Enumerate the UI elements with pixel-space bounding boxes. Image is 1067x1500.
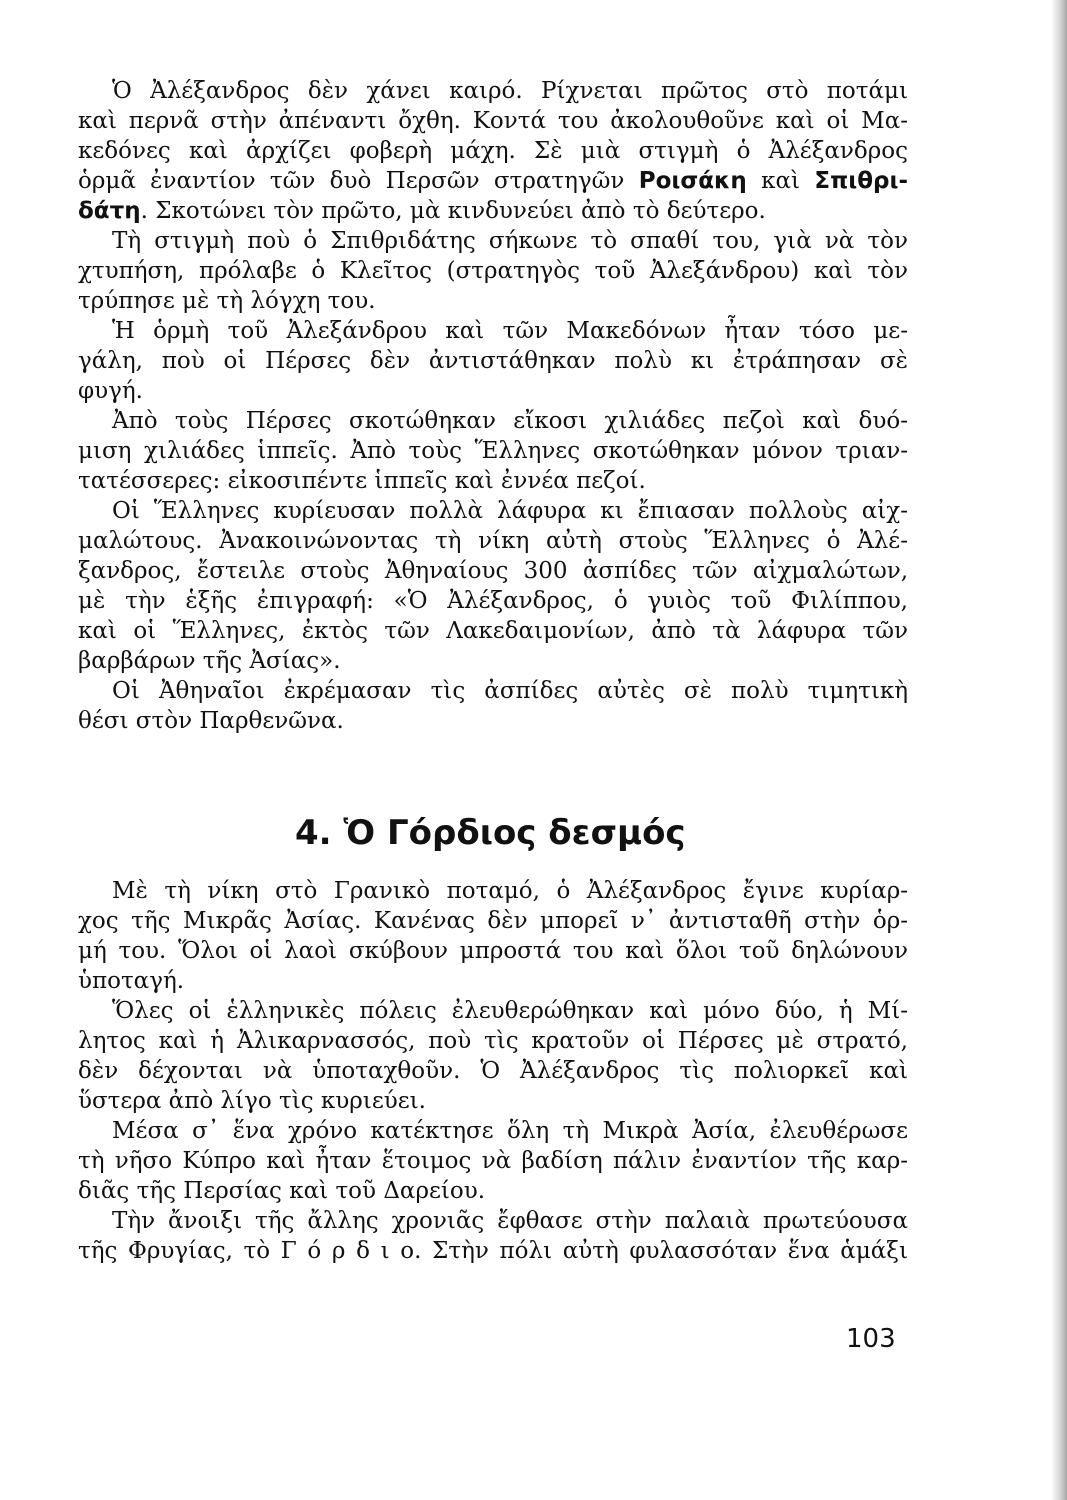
page-edge-shadow [1051,0,1067,1500]
text-segment: καὶ [761,168,801,194]
paragraph [78,996,908,1116]
text-line: θέσι στὸν Παρθενῶνα. [78,708,344,734]
text-line: Μὲ τὴ νίκη στὸ Γρανικὸ ποταμό, ὁ Ἀλέξανδρος ἔγινε κυρίαρ- [112,878,908,904]
text-line: λητος καὶ ἡ Ἀλικαρνασσός, ποὺ τὶς κρατοῦν οἱ Πέρσες μὲ στρατό, [78,1028,908,1054]
text-line-with-bold-names [78,166,908,196]
text-line: Τὴν ἄνοιξι τῆς ἄλλης χρονιᾶς ἔφθασε στὴν παλαιὰ πρωτεύουσα [112,1208,908,1234]
text-line: κεδόνες καὶ ἀρχίζει φοβερὴ μάχη. Σὲ μιὰ στιγμὴ ὁ Ἀλέξανδρος [78,138,908,164]
text-line: χος τῆς Μικρᾶς Ἀσίας. Κανένας δὲν μπορεῖ ν᾿ ἀντισταθῆ στὴν ὁρ- [78,908,908,934]
paragraph [78,1116,908,1206]
bold-name-roisakis: Ροισάκη [638,168,747,194]
text-line: Οἱ Ἕλληνες κυρίευσαν πολλὰ λάφυρα κι ἔπιασαν πολλοὺς αἰχ- [112,498,908,524]
text-line: Ὅλες οἱ ἑλληνικὲς πόλεις ἐλευθερώθηκαν καὶ μόνο δύο, ἡ Μί- [112,998,908,1024]
text-line: χτυπήση, πρόλαβε ὁ Κλεῖτος (στρατηγὸς τοῦ Ἀλεξάνδρου) καὶ τὸν [78,258,908,284]
paragraph [78,1206,908,1266]
page-number: 103 [846,1324,896,1354]
text-line: Ἀπὸ τοὺς Πέρσες σκοτώθηκαν εἴκοσι χιλιάδες πεζοὶ καὶ δυό- [112,408,908,434]
paragraph [78,76,908,226]
text-segment: . Σκοτώνει τὸν πρῶτο, μὰ κινδυνεύει ἀπὸ τὸ δεύτερο. [140,198,766,224]
text-line: καὶ οἱ Ἕλληνες, ἐκτὸς τῶν Λακεδαιμονίων, ἀπὸ τὰ λάφυρα τῶν [78,618,908,644]
text-line: ὑποταγή. [78,968,185,994]
text-line: φυγή. [78,378,143,404]
text-line: δὲν δέχονται νὰ ὑποταχθοῦν. Ὁ Ἀλέξανδρος τὶς πολιορκεῖ καὶ [78,1058,908,1084]
paragraph [78,496,908,676]
text-line: Μέσα σ᾿ ἕνα χρόνο κατέκτησε ὅλη τὴ Μικρὰ Ἀσία, ἐλευθέρωσε [112,1118,908,1144]
text-line: Ἡ ὁρμὴ τοῦ Ἀλεξάνδρου καὶ τῶν Μακεδόνων ἦταν τόσο με- [112,318,908,344]
section-heading: 4. Ὁ Γόρδιος δεσμός [295,813,686,853]
text-line: τῆς Φρυγίας, τὸ Γ ό ρ δ ι ο. Στὴν πόλι αὐτὴ φυλασσόταν ἕνα ἁμάξι [78,1238,908,1264]
text-line: τρύπησε μὲ τὴ λόγχη του. [78,288,376,314]
text-line: γάλη, ποὺ οἱ Πέρσες δὲν ἀντιστάθηκαν πολὺ κι ἐτράπησαν σὲ [78,348,908,374]
bold-name-spithridatis-part2: δάτη [78,198,141,224]
text-line: καὶ περνᾶ στὴν ἀπέναντι ὄχθη. Κοντά του ἀκολουθοῦνε καὶ οἱ Μα- [78,108,908,134]
paragraph [78,876,908,996]
text-line: μαλώτους. Ἀνακοινώνοντας τὴ νίκη αὐτὴ στοὺς Ἕλληνες ὁ Ἀλέ- [78,528,908,554]
text-segment: ὁρμᾶ ἐναντίον τῶν δυὸ Περσῶν στρατηγῶν [78,168,625,194]
text-line: διᾶς τῆς Περσίας καὶ τοῦ Δαρείου. [78,1178,486,1204]
text-line: τατέσσερες: εἰκοσιπέντε ἱππεῖς καὶ ἐννέα πεζοί. [78,468,646,494]
paragraph [78,316,908,406]
section-two [78,876,908,1266]
text-line: ξανδρος, ἔστειλε στοὺς Ἀθηναίους 300 ἀσπίδες τῶν αἰχμαλώτων, [78,558,908,584]
text-line [78,196,908,226]
text-line: μή του. Ὅλοι οἱ λαοὶ σκύβουν μπροστά του καὶ ὅλοι τοῦ δηλώνουν [78,938,908,964]
text-line: μιση χιλιάδες ἱππεῖς. Ἀπὸ τοὺς Ἕλληνες σκοτώθηκαν μόνον τριαν- [78,438,908,464]
paragraph [78,406,908,496]
text-line: βαρβάρων τῆς Ἀσίας». [78,648,341,674]
text-line: Οἱ Ἀθηναῖοι ἐκρέμασαν τὶς ἀσπίδες αὐτὲς σὲ πολὺ τιμητικὴ [112,678,908,704]
text-line: Τὴ στιγμὴ ποὺ ὁ Σπιθριδάτης σήκωνε τὸ σπαθί του, γιὰ νὰ τὸν [112,228,908,254]
section-one [78,76,908,736]
text-line: ὕστερα ἀπὸ λίγο τὶς κυριεύει. [78,1088,426,1114]
text-line: τὴ νῆσο Κύπρο καὶ ἦταν ἕτοιμος νὰ βαδίση πάλιν ἐναντίον τῆς καρ- [78,1148,908,1174]
paragraph [78,676,908,736]
paragraph [78,226,908,316]
text-line: Ὁ Ἀλέξανδρος δὲν χάνει καιρό. Ρίχνεται πρῶτος στὸ ποτάμι [112,78,908,104]
text-line: μὲ τὴν ἑξῆς ἐπιγραφή: «Ὁ Ἀλέξανδρος, ὁ γυιὸς τοῦ Φιλίππου, [78,588,908,614]
bold-name-spithridatis-part1: Σπιθρι- [814,168,909,194]
